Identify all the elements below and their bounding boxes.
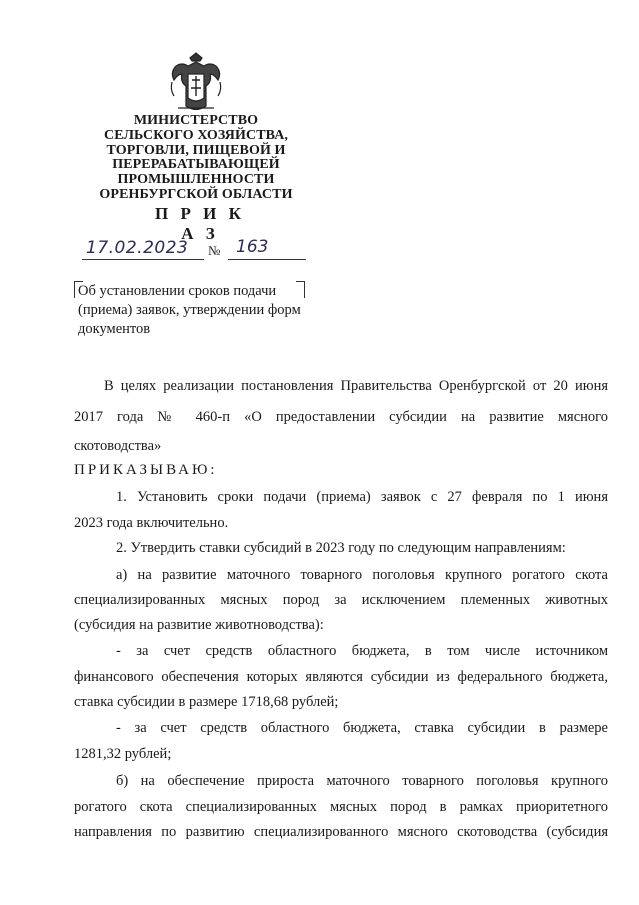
ministry-line: ПЕРЕРАБАТЫВАЮЩЕЙ [112, 157, 280, 173]
item-2b-line: направления по развитию специализированного мясного скотоводства (субсидия [74, 824, 608, 840]
ministry-line: ТОРГОВЛИ, ПИЩЕВОЙ И [106, 142, 286, 158]
coat-of-arms-emblem [168, 52, 224, 114]
ministry-line: ОРЕНБУРГСКОЙ ОБЛАСТИ [99, 186, 293, 202]
preamble-line: 2017 года № 460-п «О предоставлении субсидии на развитие мясного [74, 409, 608, 425]
item-2a-dash-1-line: ставка субсидии в размере 1718,68 рублей; [74, 694, 339, 710]
orders-heading: ПРИКАЗЫВАЮ: [74, 462, 218, 478]
ministry-line: ПРОМЫШЛЕННОСТИ [117, 172, 275, 188]
item-2b-line: рогатого скота специализированных мясных пород в рамках приоритетного [74, 799, 608, 815]
item-2a-line: а) на развитие маточного товарного поголовья крупного рогатого скота [116, 567, 608, 583]
ministry-line: МИНИСТЕРСТВО [133, 113, 259, 128]
item-2b-line: б) на обеспечение прироста маточного товарного поголовья крупного [116, 773, 608, 789]
item-2a-dash-1-line: - за счет средств областного бюджета, в том числе источником [116, 643, 608, 659]
order-subject [78, 282, 318, 339]
number-underline [228, 259, 306, 260]
subject-line: (приема) заявок, утверждении форм [78, 302, 301, 318]
item-2a-line: (субсидия на развитие животноводства): [74, 617, 324, 633]
item-1-line: 2023 года включительно. [74, 515, 229, 531]
preamble-line: скотоводства» [74, 438, 162, 454]
item-2-line: 2. Утвердить ставки субсидий в 2023 году по следующим направлениям: [116, 540, 566, 556]
handwritten-number: 163 [236, 237, 269, 257]
item-2a-line: специализированных мясных пород за исключением племенных животных [74, 592, 608, 608]
item-2a-dash-2-line: 1281,32 рублей; [74, 746, 172, 762]
subject-line: Об установлении сроков подачи [78, 283, 277, 299]
ministry-header [90, 114, 302, 203]
item-2a-dash-2-line: - за счет средств областного бюджета, ставка субсидии в размере [116, 720, 608, 736]
handwritten-date: 17.02.2023 [86, 238, 189, 258]
document-type-title: П Р И К А З [155, 204, 245, 243]
item-2a-dash-1-line: финансового обеспечения которых являются субсидии из федерального бюджета, [74, 669, 608, 685]
date-underline [82, 259, 204, 260]
preamble-line: В целях реализации постановления Правительства Оренбургской от 20 июня [104, 378, 608, 394]
number-sign: № [208, 243, 221, 258]
item-1-line: 1. Установить сроки подачи (приема) заявок с 27 февраля по 1 июня [116, 489, 608, 505]
subject-line: документов [78, 321, 151, 337]
date-number-line [82, 238, 312, 264]
ministry-line: СЕЛЬСКОГО ХОЗЯЙСТВА, [103, 127, 288, 143]
